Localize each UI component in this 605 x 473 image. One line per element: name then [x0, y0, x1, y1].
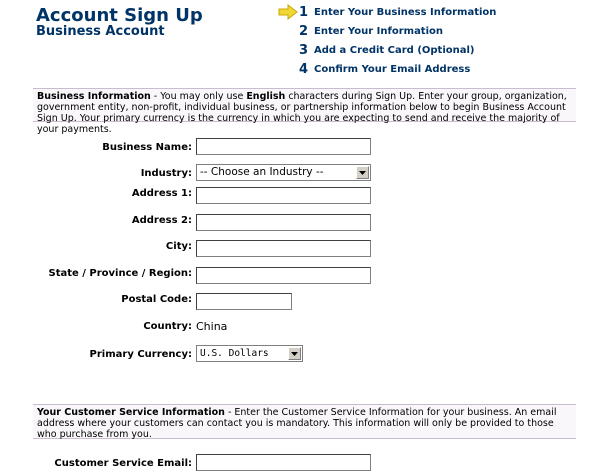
primary-currency-select[interactable]: [196, 345, 303, 362]
page-subtitle: Business Account: [36, 24, 165, 39]
country-value: China: [196, 320, 228, 333]
business-name-input[interactable]: [196, 138, 371, 155]
business-info-text-1: - You may only use: [150, 91, 247, 102]
step-number: 1: [299, 4, 309, 20]
dropdown-arrow-icon[interactable]: [288, 347, 301, 360]
city-input[interactable]: [196, 240, 371, 257]
step-label: Enter Your Information: [314, 25, 444, 37]
industry-selected-value: -- Choose an Industry --: [200, 166, 324, 178]
step-label: Confirm Your Email Address: [314, 63, 471, 75]
primary-currency-label: Primary Currency:: [89, 349, 192, 360]
customer-service-notice: [33, 404, 576, 439]
step-4: [299, 61, 496, 77]
industry-select[interactable]: [196, 164, 371, 181]
step-number: 4: [299, 61, 309, 77]
industry-label: Industry:: [140, 168, 192, 179]
currency-selected-value: U.S. Dollars: [200, 348, 269, 359]
business-info-english: English: [246, 91, 286, 102]
business-info-heading: Business Information: [37, 91, 151, 102]
customer-service-heading: Your Customer Service Information: [37, 407, 225, 418]
business-info-notice: [33, 88, 576, 135]
city-label: City:: [165, 241, 192, 252]
customer-service-text: - Enter the Customer Service Information for your business. An email address where your customers can contact you is mandatory. This information will only be provided to those who purchase from you.: [37, 407, 557, 440]
address2-input[interactable]: [196, 214, 371, 231]
step-1: [299, 4, 496, 20]
page-title: Account Sign Up: [36, 5, 203, 26]
step-list: [299, 4, 496, 77]
country-label: Country:: [143, 321, 192, 332]
dropdown-arrow-icon[interactable]: [356, 166, 369, 179]
state-input[interactable]: [196, 267, 371, 284]
customer-service-email-label: Customer Service Email:: [54, 458, 192, 469]
address2-label: Address 2:: [131, 215, 192, 226]
step-2: [299, 23, 496, 39]
address1-label: Address 1:: [131, 188, 192, 199]
customer-service-email-input[interactable]: [196, 454, 371, 471]
step-number: 2: [299, 23, 309, 39]
current-step-arrow-icon: [278, 4, 298, 24]
step-number: 3: [299, 42, 309, 58]
state-label: State / Province / Region:: [48, 268, 192, 279]
step-label: Add a Credit Card (Optional): [314, 44, 475, 56]
postal-code-label: Postal Code:: [121, 294, 192, 305]
address1-input[interactable]: [196, 187, 371, 204]
step-3: [299, 42, 496, 58]
business-name-label: Business Name:: [102, 142, 192, 153]
postal-code-input[interactable]: [196, 293, 292, 310]
business-info-text-2: characters during Sign Up. Enter your group, organization, government entity, non-profit, individual business, or partnership information below to begin Business Account Sign Up. Your primary currency is the currency in which you are expecting to send and receive the majority of your payments.: [37, 91, 567, 135]
step-label: Enter Your Business Information: [314, 6, 497, 18]
